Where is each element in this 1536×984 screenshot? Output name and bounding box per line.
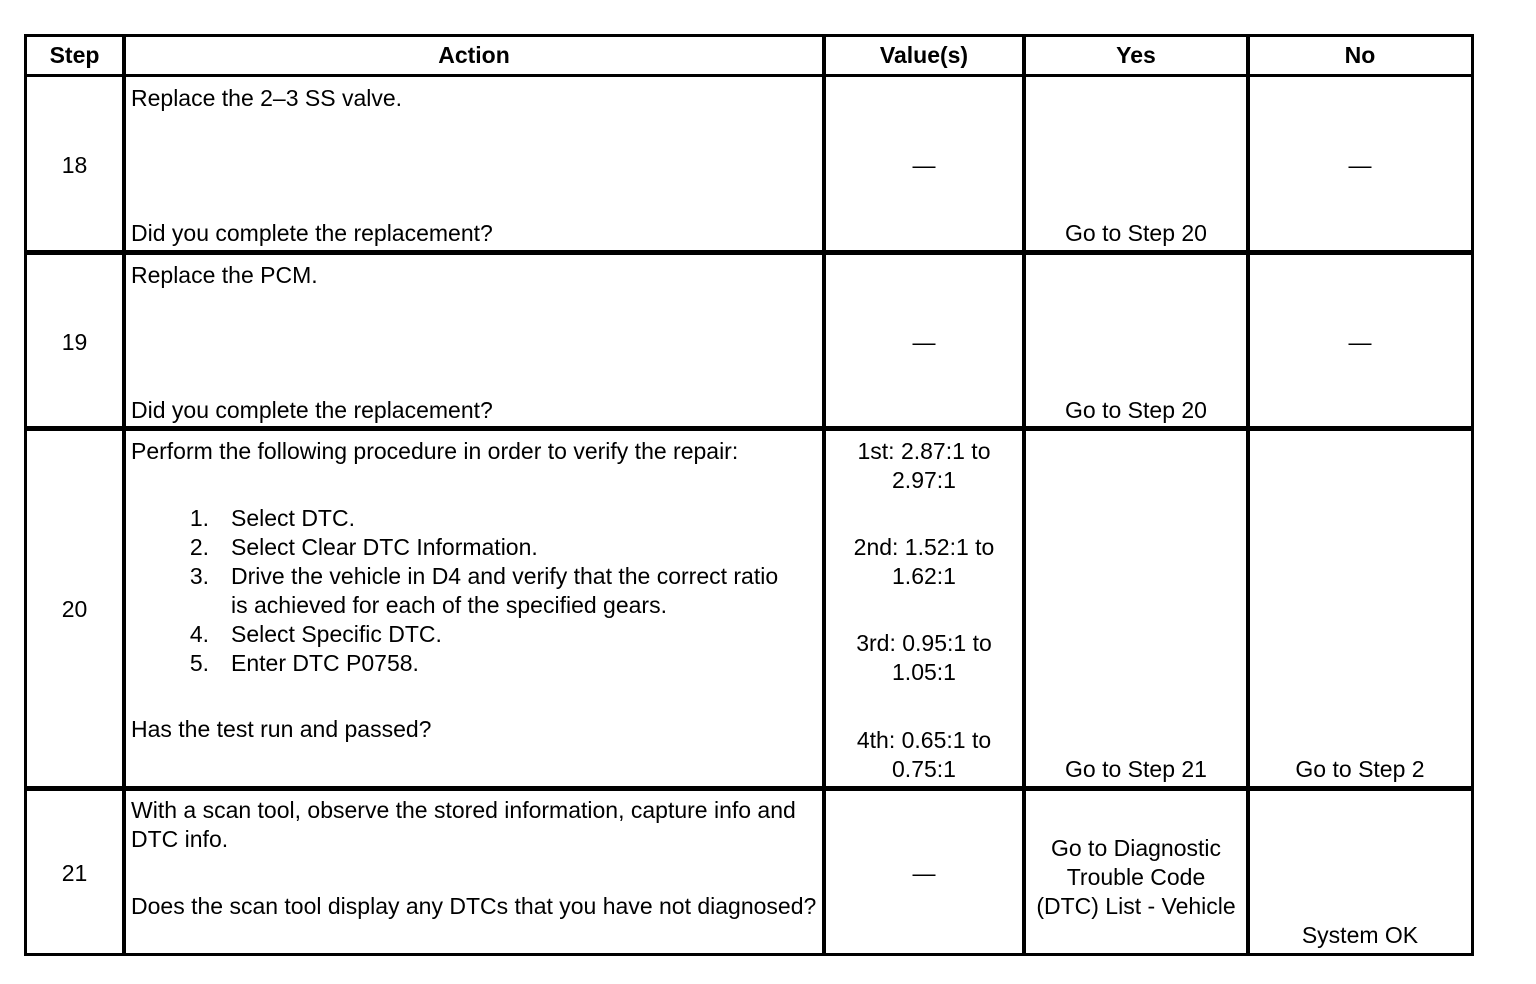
value-text: — [912,329,936,355]
header-action: Action [438,42,510,68]
action-text: Replace the PCM. [131,262,318,288]
list-item-text: Select Clear DTC Information. [231,534,538,560]
list-item-number: 3. [189,563,209,589]
column-divider [122,34,126,956]
action-question: Has the test run and passed? [131,716,432,742]
header-no: No [1344,42,1376,68]
row-divider [24,426,1474,431]
action-question: Did you complete the replacement? [131,220,493,246]
header-values: Value(s) [879,42,969,68]
no-text: System OK [1301,922,1419,948]
list-item [131,504,791,533]
list-item [131,533,791,562]
step-number: 20 [61,596,88,622]
row-divider [24,786,1474,791]
procedure-list [131,504,791,678]
list-item [131,649,791,678]
list-item [131,620,791,649]
value-text: 1st: 2.87:1 to 2.97:1 [857,438,991,493]
list-item-text: Enter DTC P0758. [231,650,419,676]
action-question: Did you complete the replacement? [131,397,493,423]
action-text: With a scan tool, observe the stored information, capture info and DTC info. [131,797,796,852]
list-item [131,562,791,620]
yes-text: Go to Diagnostic Trouble Code (DTC) List - Vehicle [1036,835,1236,919]
column-divider [1022,34,1026,956]
row-divider [24,250,1474,255]
list-item-number: 5. [189,650,209,676]
row-divider [24,74,1474,77]
value-text: 4th: 0.65:1 to 0.75:1 [856,727,992,782]
list-item-text: Drive the vehicle in D4 and verify that the correct ratio is achieved for each of the specified gears. [231,563,779,618]
list-item-text: Select Specific DTC. [231,621,442,647]
no-text: Go to Step 2 [1295,756,1425,782]
no-text: — [1348,329,1372,355]
header-step: Step [49,42,100,68]
list-item-number: 4. [189,621,209,647]
list-item-text: Select DTC. [231,505,355,531]
value-text: — [912,860,936,886]
value-text: — [912,152,936,178]
yes-text: Go to Step 20 [1065,397,1207,423]
list-item-number: 1. [189,505,209,531]
list-item-number: 2. [189,534,209,560]
action-question: Does the scan tool display any DTCs that you have not diagnosed? [131,893,817,919]
step-number: 21 [61,860,88,886]
action-text: Perform the following procedure in order to verify the repair: [131,438,739,464]
no-text: — [1348,152,1372,178]
value-text: 3rd: 0.95:1 to 1.05:1 [856,630,992,685]
yes-text: Go to Step 21 [1065,756,1207,782]
header-yes: Yes [1116,42,1156,68]
value-text: 2nd: 1.52:1 to 1.62:1 [853,534,995,589]
action-text: Replace the 2–3 SS valve. [131,85,403,111]
yes-text: Go to Step 20 [1065,220,1207,246]
step-number: 18 [61,152,88,178]
step-number: 19 [61,329,88,355]
